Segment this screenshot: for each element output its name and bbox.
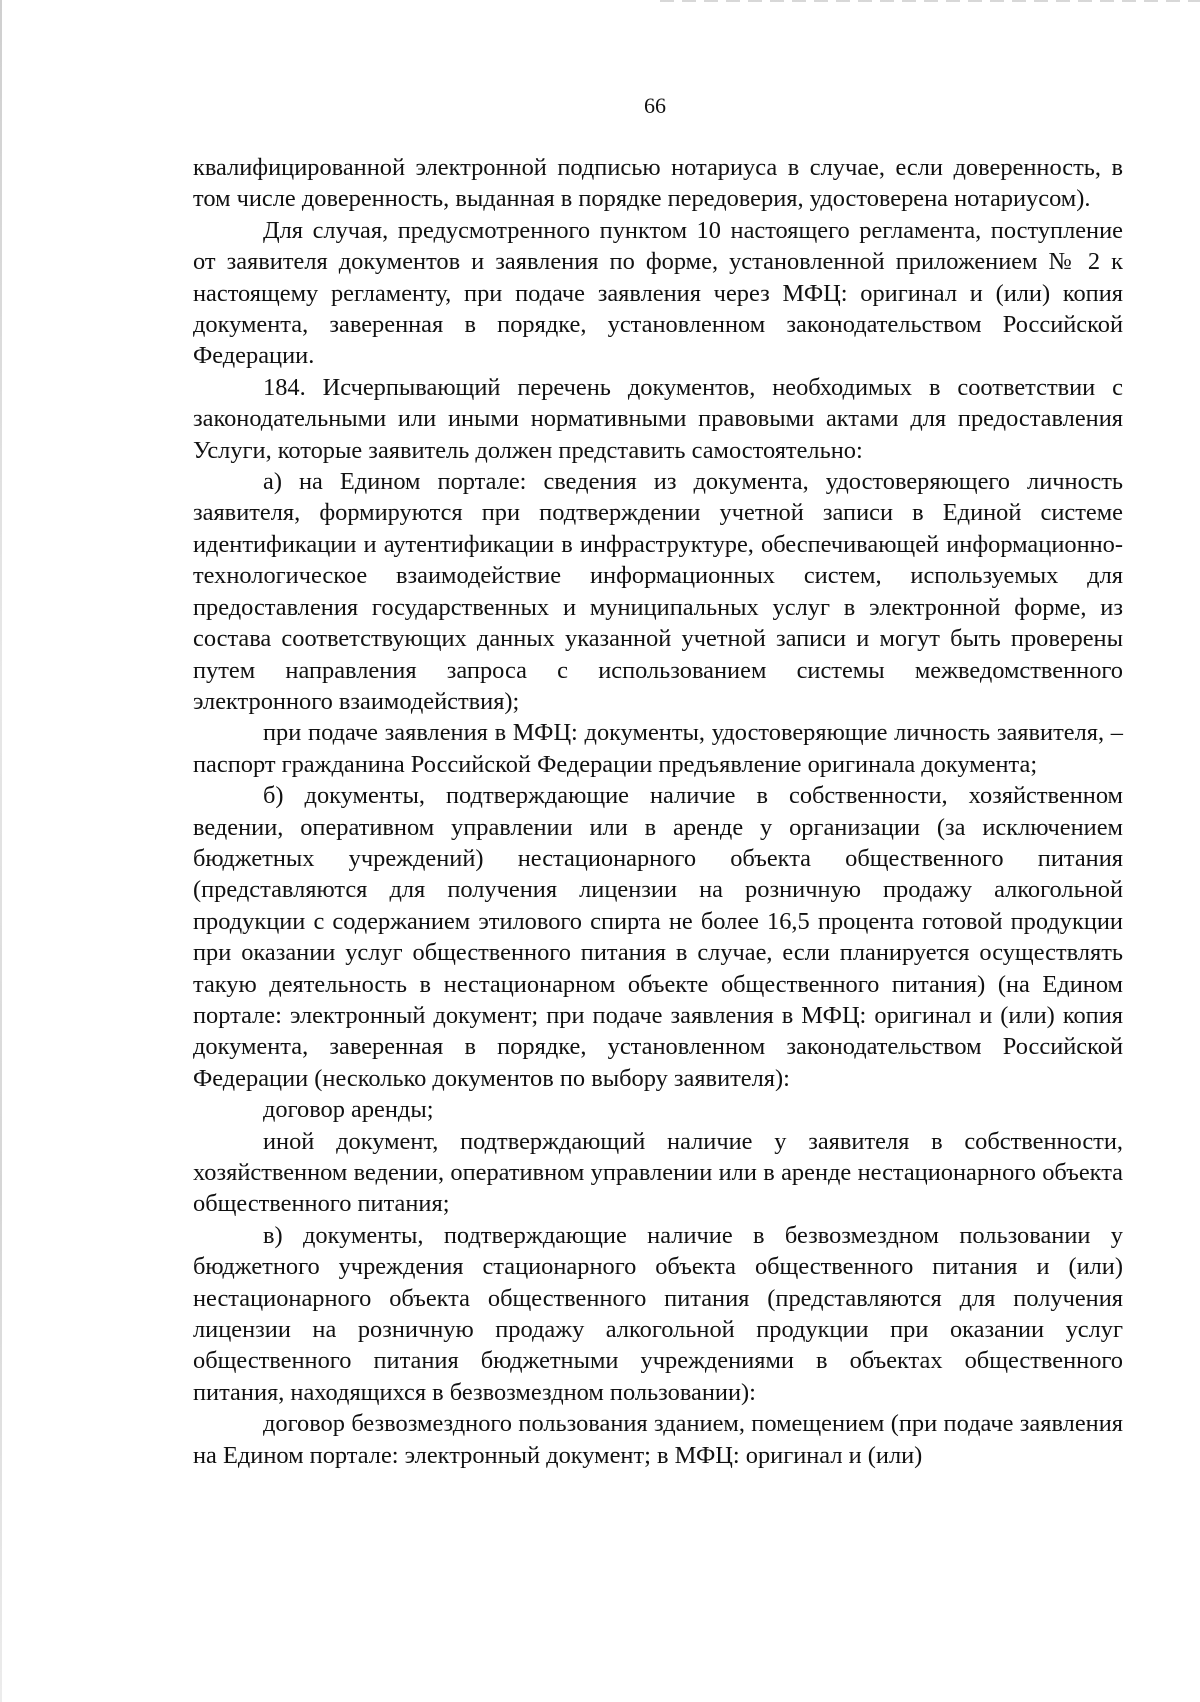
paragraph-item-184-b-other: иной документ, подтверждающий наличие у заявителя в собственности, хозяйственном ведении, оперативном управлении или в аренде нестационарного объекта общественного питания; [193, 1127, 1123, 1218]
paragraph-item-184-a: а) на Едином портале: сведения из документа, удостоверяющего личность заявителя, формируются при подтверждении учетной записи в Единой системе идентификации и аутентификации в инфраструктуре, обеспечивающей информационно-технологическое взаимодействие информационных систем, используемых для предоставления государственных и муниципальных услуг в электронной форме, из состава соответствующих данных указанной учетной записи и могут быть проверены путем направления запроса с использованием системы межведомственного электронного взаимодействия); [193, 468, 1123, 715]
paragraph-item-184-b-lease: договор аренды; [263, 1096, 434, 1124]
paragraph-item-184-v: в) документы, подтверждающие наличие в безвозмездном пользовании у бюджетного учреждения стационарного объекта общественного питания и (или) нестационарного объекта общественного питания (представляются для получения лицензии на розничную продажу алкогольной продукции при оказании услуг общественного питания бюджетными учреждениями в объектах общественного питания, находящихся в безвозмездном пользовании): [193, 1221, 1123, 1406]
scan-edge-top [660, 0, 1200, 2]
paragraph-item-184: 184. Исчерпывающий перечень документов, необходимых в соответствии с законодательными или иными нормативными правовыми актами для предоставления Услуги, которые заявитель должен представить самостоятельно: [193, 373, 1123, 464]
body-text [193, 152, 1123, 1471]
paragraph-case-item-10: Для случая, предусмотренного пунктом 10 настоящего регламента, поступление от заявителя документов и заявления по форме, установленной приложением № 2 к настоящему регламенту, при подаче заявления через МФЦ: оригинал и (или) копия документа, заверенная в порядке, установленном законодательством Российской Федерации. [193, 216, 1123, 370]
paragraph-item-184-a-mfc: при подаче заявления в МФЦ: документы, удостоверяющие личность заявителя, – паспорт гражданина Российской Федерации предъявление оригинала документа; [193, 719, 1123, 778]
scan-edge-left [0, 0, 2, 1702]
page-number: 66 [644, 93, 666, 118]
paragraph-item-184-v-contract: договор безвозмездного пользования зданием, помещением (при подаче заявления на Едином портале: электронный документ; в МФЦ: оригинал и (или) [193, 1410, 1123, 1469]
paragraph-continuation: квалифицированной электронной подписью нотариуса в случае, если доверенность, в том числе доверенность, выданная в порядке передоверия, удостоверена нотариусом). [193, 154, 1123, 213]
paragraph-item-184-b: б) документы, подтверждающие наличие в собственности, хозяйственном ведении, оперативном управлении или в аренде у организации (за исключением бюджетных учреждений) нестационарного объекта общественного питания (представляются для получения лицензии на розничную продажу алкогольной продукции с содержанием этилового спирта не более 16,5 процента готовой продукции при оказании услуг общественного питания в случае, если планируется осуществлять такую деятельность в нестационарном объекте общественного питания) (на Едином портале: электронный документ; при подаче заявления в МФЦ: оригинал и (или) копия документа, заверенная в порядке, установленном законодательством Российской Федерации (несколько документов по выбору заявителя): [193, 782, 1123, 1092]
